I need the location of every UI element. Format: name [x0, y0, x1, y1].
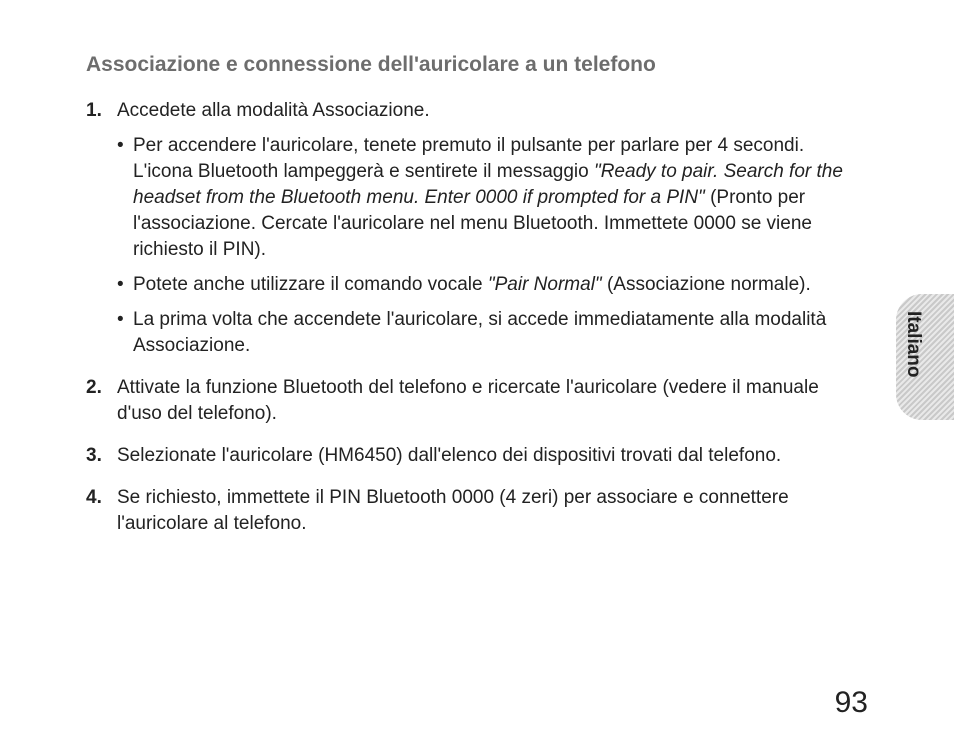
step-1	[86, 98, 866, 359]
step-text: Accedete alla modalità Associazione.	[117, 100, 430, 121]
bullet-item	[117, 133, 866, 263]
page-number: 93	[834, 686, 868, 719]
bullet-item	[117, 307, 866, 359]
bullet-item	[117, 272, 866, 298]
step-text: Se richiesto, immettete il PIN Bluetooth 0000 (4 zeri) per associare e connettere l'auricolare al telefono.	[117, 487, 789, 534]
bullet-icon: •	[117, 274, 124, 295]
step-3	[86, 443, 866, 469]
bullet-text-cont: (Associazione normale).	[601, 274, 811, 295]
step-text: Attivate la funzione Bluetooth del telefono e ricercate l'auricolare (vedere il manuale d'uso del telefono).	[117, 377, 819, 424]
steps-list	[86, 98, 866, 553]
voice-command-quote: "Pair Normal"	[487, 274, 602, 295]
bullet-text-cont: (Pronto per l'associazione. Cercate l'auricolare nel menu Bluetooth. Immettete 0000 se viene richiesto il PIN).	[133, 187, 812, 260]
bullet-text: La prima volta che accendete l'auricolare, si accede immediatamente alla modalità Associazione.	[133, 309, 827, 356]
bullet-icon: •	[117, 135, 124, 156]
step-number: 1.	[86, 100, 102, 121]
step-text: Selezionate l'auricolare (HM6450) dall'elenco dei dispositivi trovati dal telefono.	[117, 445, 782, 466]
step-number: 3.	[86, 445, 102, 466]
step-number: 2.	[86, 377, 102, 398]
section-heading: Associazione e connessione dell'auricolare a un telefono	[86, 53, 656, 76]
step-number: 4.	[86, 487, 102, 508]
step-4	[86, 485, 866, 537]
voice-prompt-quote: "Ready to pair. Search for the headset from the Bluetooth menu. Enter 0000 if prompted for a PIN"	[133, 161, 843, 208]
step-1-bullets	[117, 133, 866, 359]
language-tab-label: Italiano	[903, 311, 924, 378]
bullet-icon: •	[117, 309, 124, 330]
bullet-text: Potete anche utilizzare il comando vocale	[133, 274, 488, 295]
bullet-text: Per accendere l'auricolare, tenete premuto il pulsante per parlare per 4 secondi. L'icona Bluetooth lampeggerà e sentirete il messaggio	[133, 135, 805, 182]
step-2	[86, 375, 866, 427]
